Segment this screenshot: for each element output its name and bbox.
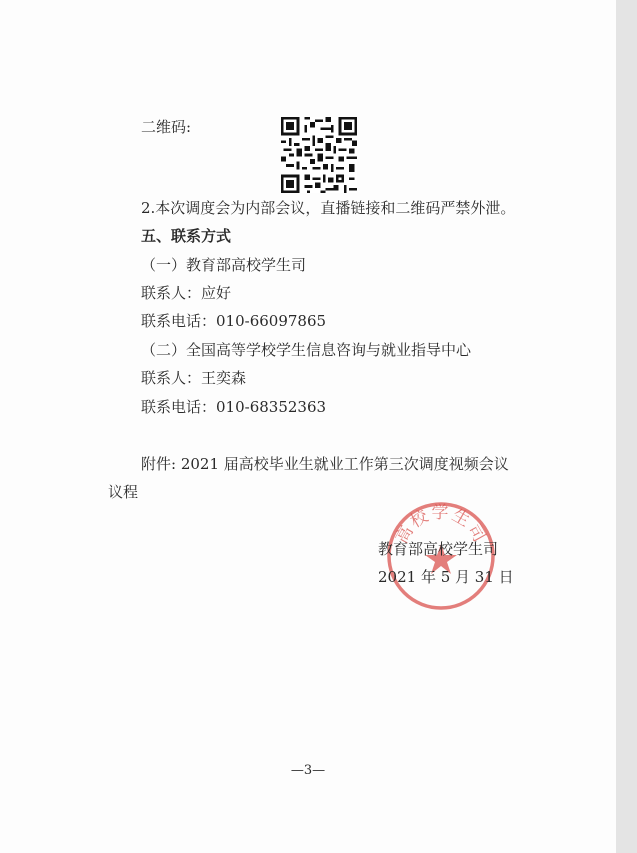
contact-1-org: （一）教育部高校学生司 bbox=[141, 256, 307, 274]
qr-code bbox=[281, 117, 357, 193]
signature-date: 2021 年 5 月 31 日 bbox=[378, 568, 514, 586]
item-2-text: 2.本次调度会为内部会议，直播链接和二维码严禁外泄。 bbox=[141, 199, 516, 217]
section-5-heading: 五、联系方式 bbox=[141, 227, 232, 245]
qr-label: 二维码: bbox=[141, 118, 192, 136]
seal-text: 高校学生司 bbox=[391, 503, 491, 548]
contact-1-phone: 联系电话：010-66097865 bbox=[141, 312, 327, 330]
contact-1-person: 联系人：应好 bbox=[141, 284, 232, 302]
signature-org: 教育部高校学生司 bbox=[378, 540, 499, 558]
attachment-line-1: 附件: 2021 届高校毕业生就业工作第三次调度视频会议 bbox=[141, 455, 509, 473]
page-edge bbox=[616, 0, 637, 853]
contact-2-org: （二）全国高等学校学生信息咨询与就业指导中心 bbox=[141, 341, 472, 359]
attachment-line-2: 议程 bbox=[108, 483, 139, 501]
page-number: —3— bbox=[290, 763, 326, 778]
contact-2-person: 联系人：王奕森 bbox=[141, 369, 247, 387]
contact-2-phone: 联系电话：010-68352363 bbox=[141, 398, 327, 416]
